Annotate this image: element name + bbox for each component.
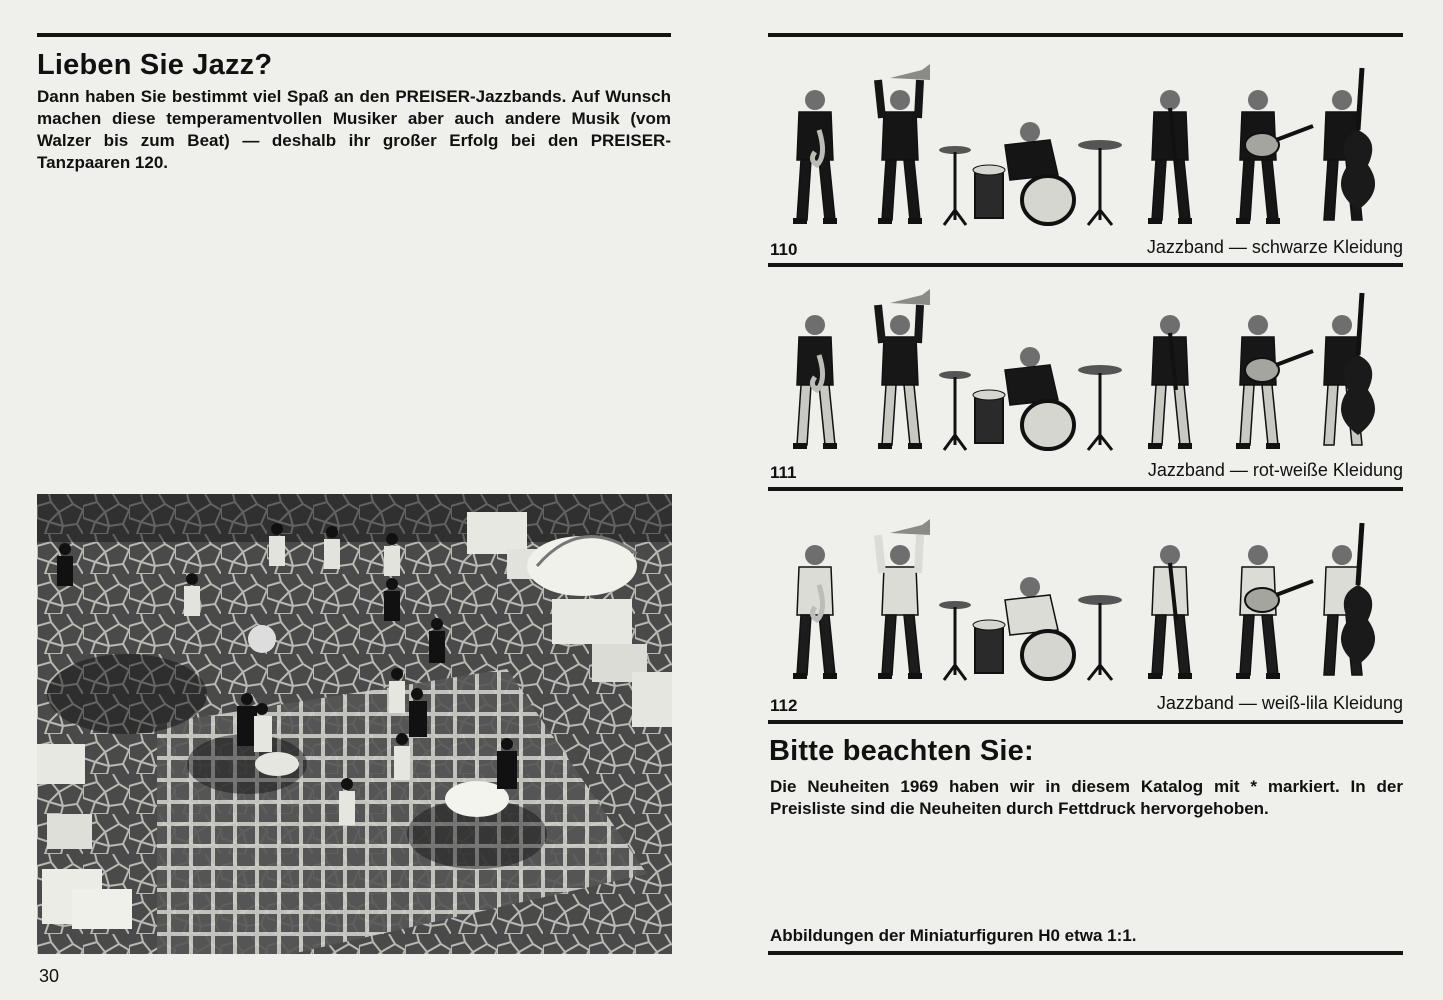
- band-112-figures: [770, 515, 1403, 685]
- top-rule-right: [768, 33, 1403, 37]
- bass-drum: [1022, 631, 1074, 679]
- intro-paragraph: Dann haben Sie bestimmt viel Spaß an den PREISER-Jazzbands. Auf Wunsch machen diese temperamentvollen Musiker aber auch andere Musik (vom Walzer bis zum Beat) — deshalb ihr großer Erfolg bei den PREISER-Tanzpaaren 120.: [37, 87, 671, 172]
- double-bass: [1341, 130, 1375, 210]
- bottom-rule-right: [768, 951, 1403, 955]
- drummer-figure: [939, 577, 1122, 680]
- band-111-figures: [770, 285, 1403, 455]
- guitarist-figure: [1236, 315, 1313, 449]
- clarinetist-figure: [1148, 315, 1192, 449]
- trumpeter-figure: [878, 64, 930, 224]
- page-number: 30: [39, 966, 60, 986]
- saxophonist-figure: [793, 545, 837, 679]
- scale-note: Abbildungen der Miniaturfiguren H0 etwa 1:1.: [770, 926, 1137, 945]
- page-heading: Lieben Sie Jazz?: [37, 49, 273, 81]
- double-bass: [1341, 355, 1375, 435]
- trumpet: [890, 64, 930, 80]
- clarinetist-figure: [1148, 90, 1192, 224]
- trumpet: [890, 519, 930, 535]
- band-rule: [768, 487, 1403, 491]
- band-rule: [768, 720, 1403, 724]
- guitar: [1245, 358, 1279, 382]
- band-caption: Jazzband — schwarze Kleidung: [1146, 237, 1403, 257]
- floor-tom: [975, 395, 1003, 443]
- double-bass: [1341, 585, 1375, 665]
- trumpeter-figure: [878, 289, 930, 449]
- drummer-figure: [939, 347, 1122, 450]
- band-110-figures: [770, 60, 1403, 230]
- saxophonist-figure: [793, 90, 837, 224]
- bassist-figure: [1324, 293, 1375, 445]
- saxophonist-figure: [793, 315, 837, 449]
- band-rule: [768, 263, 1403, 267]
- guitarist-figure: [1236, 90, 1313, 224]
- band-number: 111: [770, 463, 797, 482]
- band-number: 110: [770, 240, 798, 259]
- floor-tom: [975, 625, 1003, 673]
- notice-heading: Bitte beachten Sie:: [769, 735, 1034, 767]
- bass-drum: [1022, 176, 1074, 224]
- clarinetist-figure: [1148, 545, 1192, 679]
- drummer-figure: [939, 122, 1122, 225]
- bassist-figure: [1324, 68, 1375, 220]
- top-rule-left: [37, 33, 671, 37]
- guitar: [1245, 588, 1279, 612]
- guitar: [1245, 133, 1279, 157]
- trumpet: [890, 289, 930, 305]
- notice-paragraph: Die Neuheiten 1969 haben wir in diesem Katalog mit * markiert. In der Preisliste sind die Neuheiten durch Fettdruck hervorgehoben.: [770, 777, 1403, 818]
- bassist-figure: [1324, 523, 1375, 675]
- dance-floor-photo: [37, 494, 672, 954]
- band-number: 112: [770, 696, 798, 715]
- floor-tom: [975, 170, 1003, 218]
- trumpeter-figure: [878, 519, 930, 679]
- band-caption: Jazzband — weiß-lila Kleidung: [1156, 693, 1403, 713]
- guitarist-figure: [1236, 545, 1313, 679]
- bass-drum: [1022, 401, 1074, 449]
- band-caption: Jazzband — rot-weiße Kleidung: [1147, 460, 1403, 480]
